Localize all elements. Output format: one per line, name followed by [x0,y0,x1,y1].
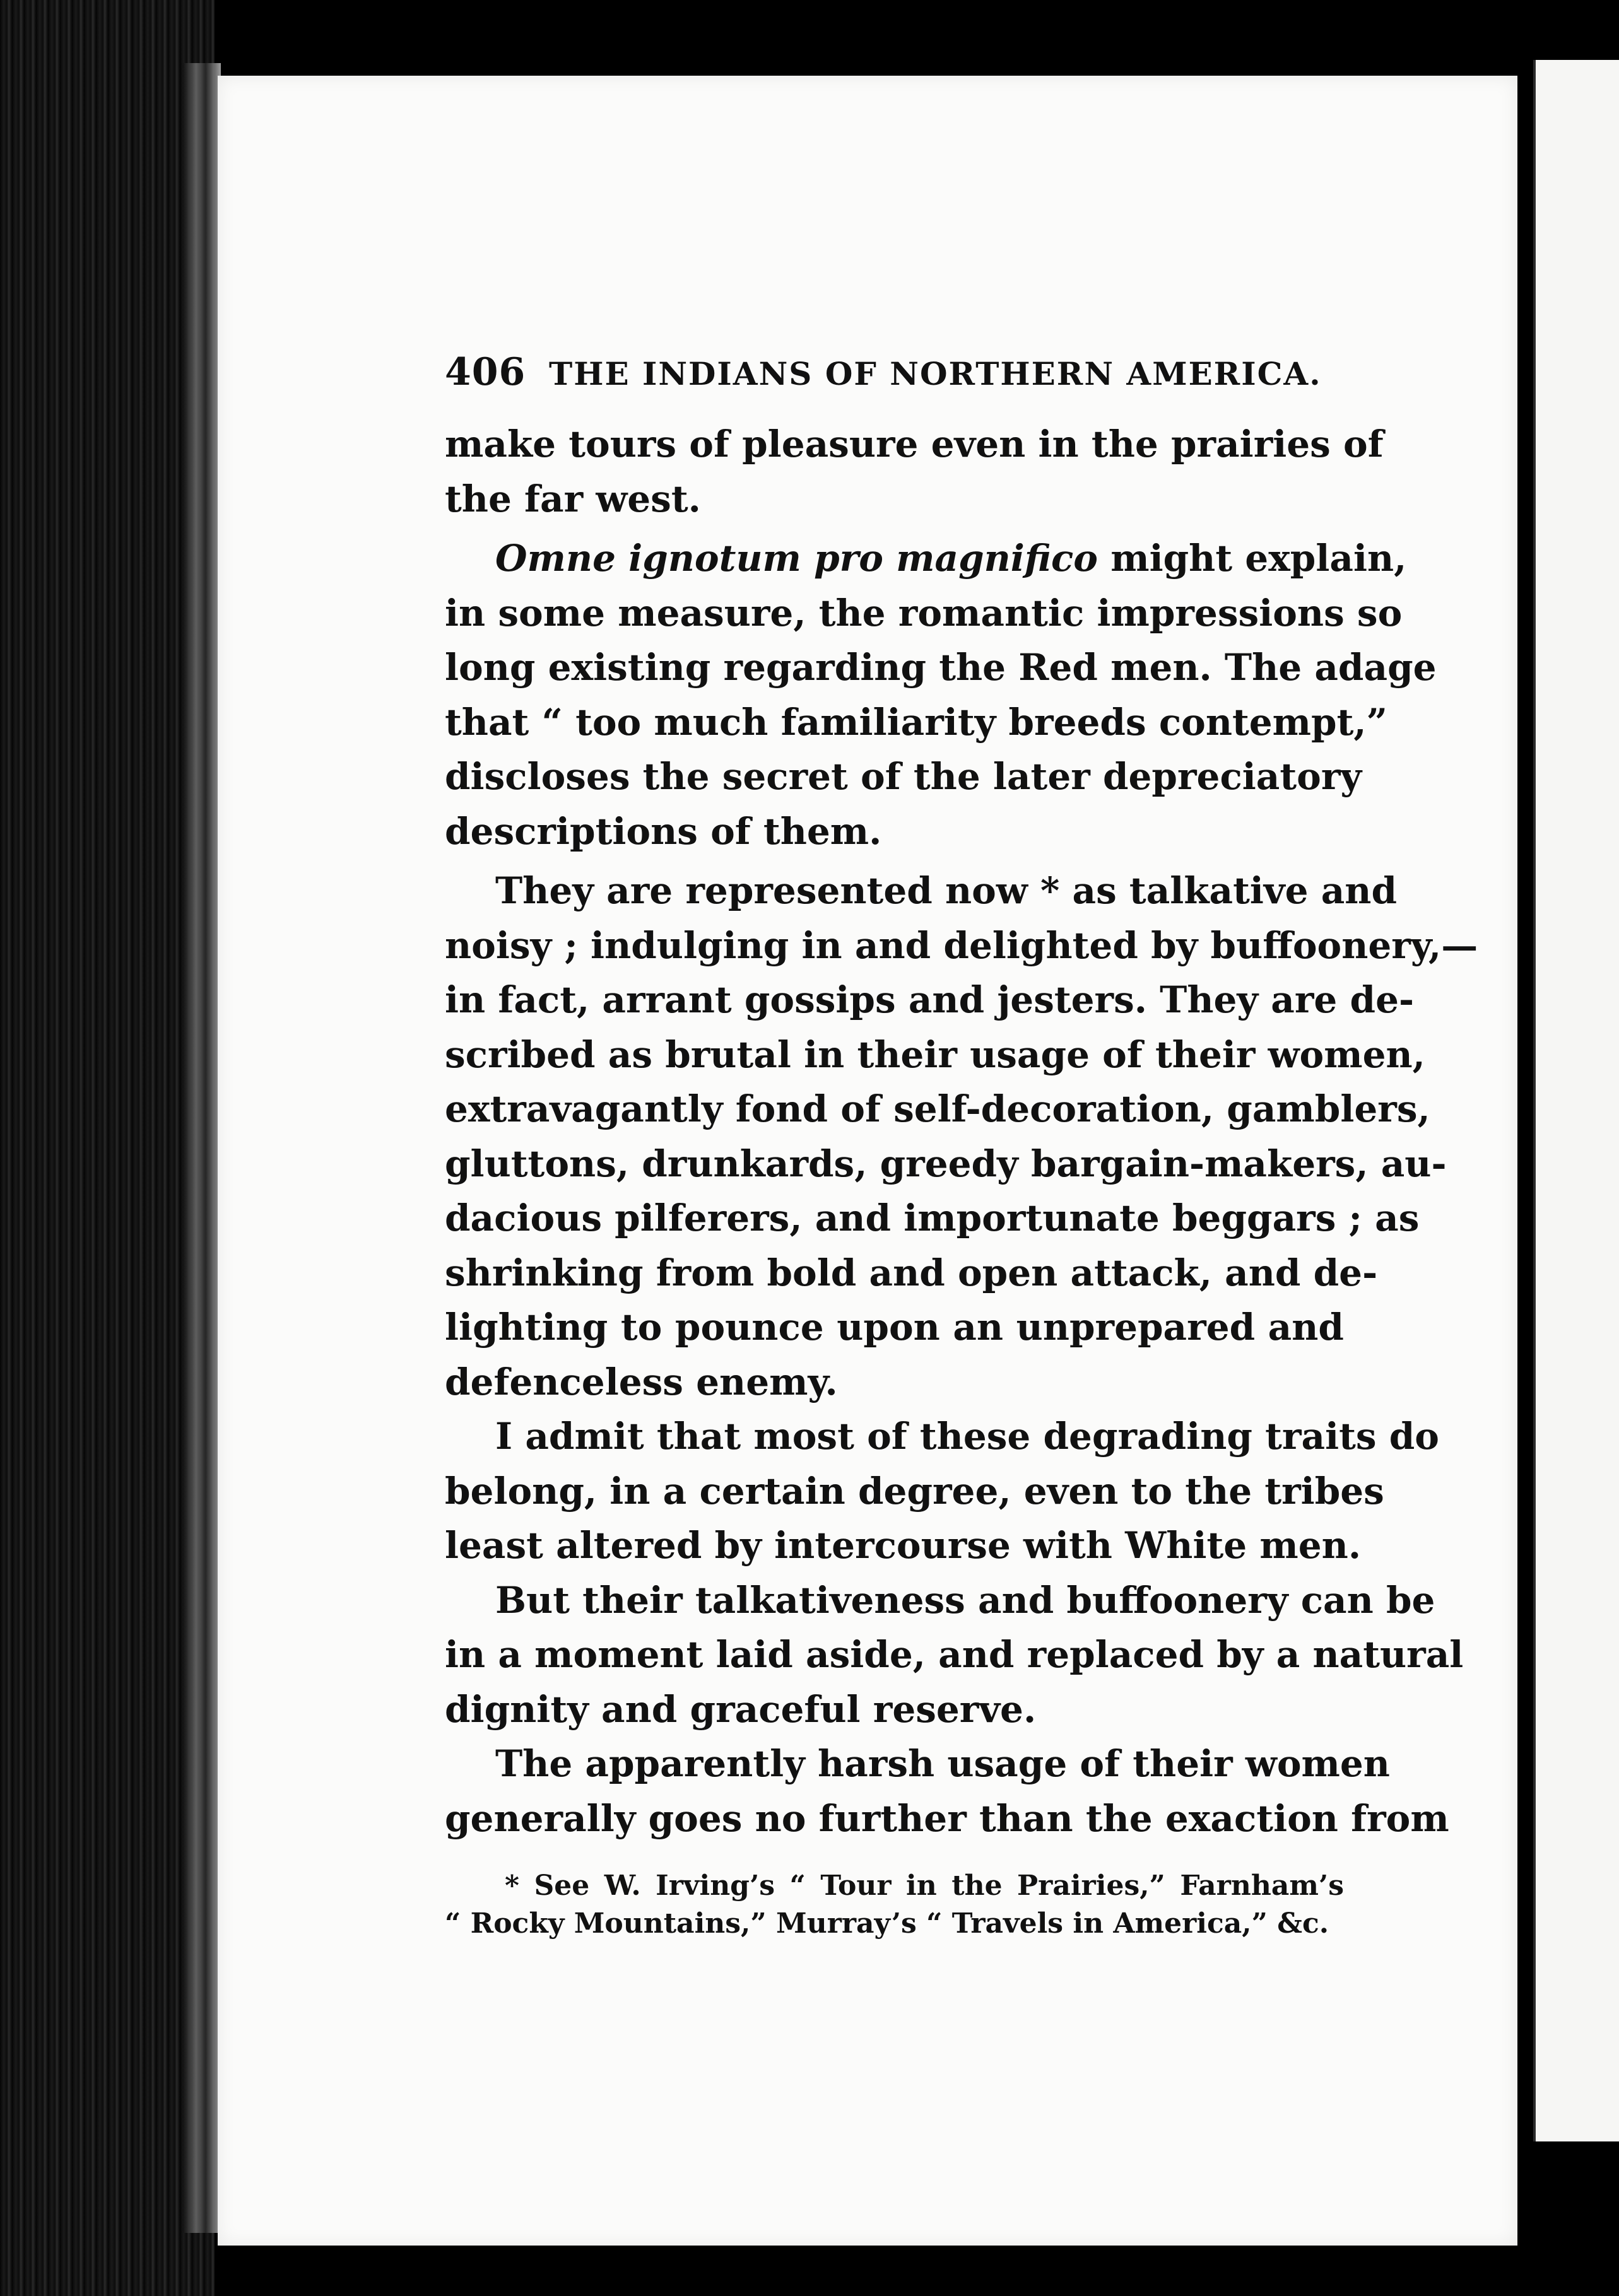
text-line: descriptions of them. [445,809,882,853]
text-line: defenceless enemy. [445,1360,838,1403]
binding-edge [183,63,221,2233]
text-line: But their talkativeness and buffoonery can be [495,1578,1435,1622]
text-line: I admit that most of these degrading traits do [495,1415,1439,1458]
text-line: They are represented now * as talkative and [495,869,1398,912]
page-number: 406 [445,350,526,394]
text-line: The apparently harsh usage of their women [495,1742,1390,1785]
text-line: belong, in a certain degree, even to the tribes [445,1469,1384,1513]
page-header [445,350,1344,413]
text-line: in a moment laid aside, and replaced by a natural [445,1633,1464,1676]
text-line: gluttons, drunkards, greedy bargain-makers, au- [445,1142,1447,1185]
text-line: noisy ; indulging in and delighted by buffoonery,— [445,923,1478,967]
footnote-line: “ Rocky Mountains,” Murray’s “ Travels in America,” &c. [445,1907,1329,1940]
text-line: lighting to pounce upon an unprepared and [445,1306,1344,1349]
text-line: in some measure, the romantic impressions so [445,591,1403,635]
running-head: THE INDIANS OF NORTHERN AMERICA. [549,355,1322,392]
page-text [445,350,1478,1943]
latin-phrase: Omne ignotum pro magnifico [495,537,1098,580]
text-line: generally goes no further than the exaction from [445,1796,1449,1840]
footnote-line: * See W. Irving’s “ Tour in the Prairies,” Farnham’s [505,1870,1344,1902]
text-line: in fact, arrant gossips and jesters. They are de- [445,978,1415,1021]
text-line: make tours of pleasure even in the prairies of [445,423,1384,466]
text-line: dignity and graceful reserve. [445,1687,1037,1731]
text-line: least altered by intercourse with White men. [445,1524,1362,1567]
text-line: scribed as brutal in their usage of their women, [445,1033,1425,1076]
facing-page-edge [1533,60,1619,2141]
text-span: might explain, [1098,537,1407,580]
text-line: extravagantly fond of self-decoration, gamblers, [445,1087,1430,1130]
footnote [445,1867,1344,1943]
text-line [445,531,1407,586]
text-line: dacious pilferers, and importunate beggars ; as [445,1197,1420,1239]
text-line: long existing regarding the Red men. The adage [445,646,1437,689]
text-line: discloses the secret of the later depreciatory [445,755,1362,798]
book-binding [0,0,215,2296]
text-line: the far west. [445,477,701,520]
body-text [445,417,1478,1846]
text-line: that “ too much familiarity breeds contempt,” [445,700,1387,744]
text-line: shrinking from bold and open attack, and de- [445,1251,1378,1294]
